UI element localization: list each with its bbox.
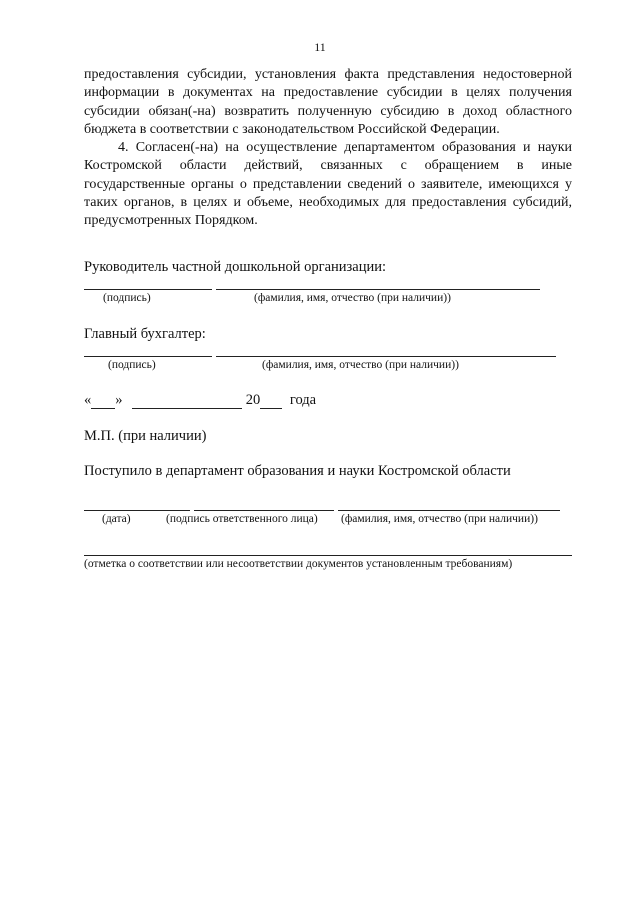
received-sign-caption: (подпись ответственного лица) [166, 513, 318, 525]
compliance-caption: (отметка о соответствии или несоответствии документов установленным требованиям) [84, 558, 513, 570]
body-text [84, 66, 572, 231]
day-blank [91, 394, 115, 409]
received-date-caption: (дата) [102, 513, 131, 525]
accountant-signature-label: Главный бухгалтер: [84, 326, 206, 342]
head-signature-line [84, 289, 212, 290]
stamp-label: М.П. (при наличии) [84, 428, 207, 444]
month-blank [132, 394, 242, 409]
paragraph-refund: предоставления субсидии, установления факта представления недостоверной информации в документах на предоставление субсидии в целях получения субсидии обязан(-на) возвратить полученную субсидию в доход областного бюджета в соответствии с законодательством Российской Федерации. [84, 67, 572, 137]
date-close-quote: » [115, 392, 123, 408]
page-number: 11 [314, 40, 326, 54]
year-prefix: 20 [245, 392, 261, 408]
accountant-signature-line [84, 356, 212, 357]
accountant-name-caption: (фамилия, имя, отчество (при наличии)) [262, 359, 459, 371]
paragraph-consent: 4. Согласен(-на) на осуществление департаментом образования и науки Костромской области действий, связанных с обращением в иные государственные органы о представлении сведений о заявителе, имеющихся у таких органов, в целях и объеме, необходимых для предоставления субсидий, предусмотренных Порядком. [84, 140, 572, 229]
compliance-line [84, 555, 572, 556]
received-sign-line [194, 510, 334, 511]
year-blank [260, 394, 282, 409]
received-name-caption: (фамилия, имя, отчество (при наличии)) [341, 513, 538, 525]
head-name-line [216, 289, 540, 290]
date-line [84, 392, 316, 409]
date-open-quote: « [84, 392, 92, 408]
accountant-sign-caption: (подпись) [108, 359, 156, 371]
accountant-name-line [216, 356, 556, 357]
received-label: Поступило в департамент образования и науки Костромской области [84, 463, 511, 479]
head-sign-caption: (подпись) [103, 292, 151, 304]
head-signature-label: Руководитель частной дошкольной организации: [84, 259, 387, 275]
year-suffix: года [289, 392, 317, 408]
received-date-line [84, 510, 190, 511]
received-name-line [338, 510, 560, 511]
head-name-caption: (фамилия, имя, отчество (при наличии)) [254, 292, 451, 304]
